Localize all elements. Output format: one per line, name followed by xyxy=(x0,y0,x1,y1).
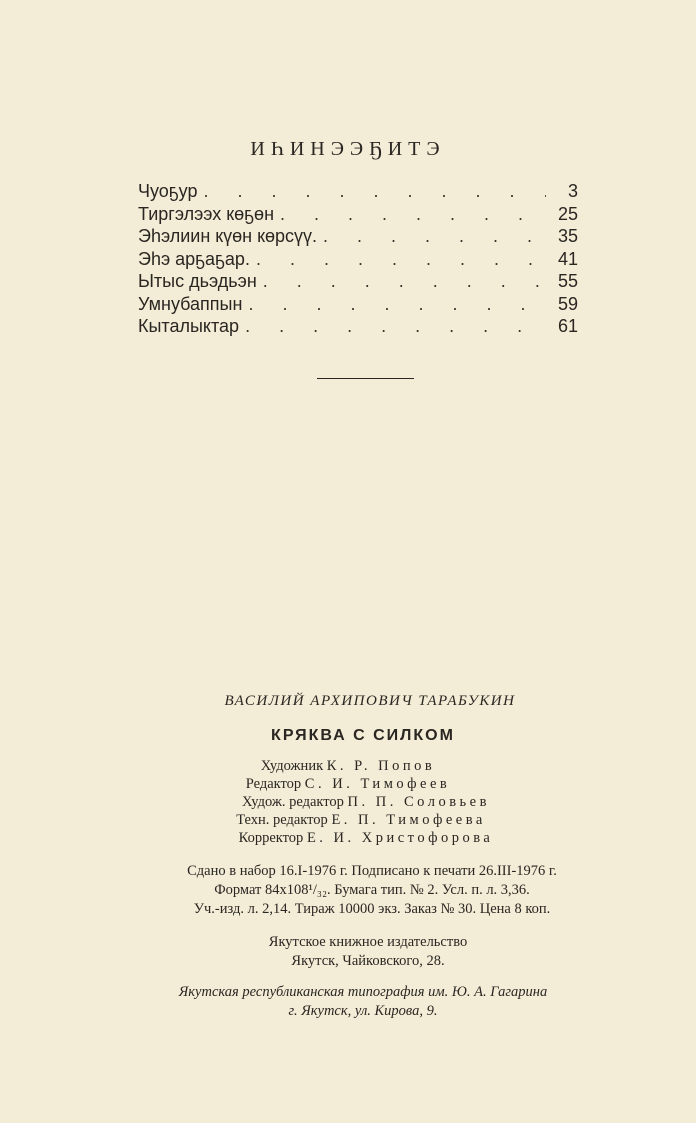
toc-heading: ИҺИНЭЭҔИТЭ xyxy=(250,138,446,160)
toc-leader-dots xyxy=(245,315,546,338)
book-title: КРЯКВА С СИЛКОМ xyxy=(271,727,455,744)
toc-entry-title: Ытыс дьэдьэн xyxy=(138,271,257,291)
toc-leader-dots xyxy=(248,293,546,316)
author-name: ВАСИЛИЙ АРХИПОВИЧ ТАРАБУКИН xyxy=(224,693,516,709)
credit-role: Корректор xyxy=(238,830,304,846)
credit-role: Редактор xyxy=(245,776,302,792)
toc-leader-dots xyxy=(256,248,546,271)
toc-leader-dots xyxy=(323,225,546,248)
credit-name: К. Р. Попов xyxy=(326,758,436,774)
credit-line xyxy=(0,757,696,775)
toc-entry xyxy=(138,180,578,203)
publisher-line: Якутск, Чайковского, 28. xyxy=(291,953,445,969)
credit-role: Худож. редактор xyxy=(242,794,344,810)
credit-name: Е. И. Христофорова xyxy=(306,830,494,846)
toc-entry xyxy=(138,315,578,338)
toc-entry-page: 61 xyxy=(557,316,578,336)
printer-info xyxy=(30,983,696,1021)
toc-entry-page: 3 xyxy=(567,181,578,201)
credit-line xyxy=(0,775,696,793)
print-detail-line: Формат 84x108¹/₃₂. Бумага тип. № 2. Усл. п. л. 3,36. xyxy=(214,882,530,898)
printer-line: г. Якутск, ул. Кирова, 9. xyxy=(288,1003,438,1019)
toc-entry-title: Эһэ арҕаҕар. xyxy=(138,248,250,269)
credit-name: С. И. Тимофеев xyxy=(304,776,451,792)
toc-leader-dots xyxy=(263,270,546,293)
print-detail-line: Уч.-изд. л. 2,14. Тираж 10000 экз. Заказ № 30. Цена 8 коп. xyxy=(193,901,551,917)
print-detail-line: Сдано в набор 16.I-1976 г. Подписано к печати 26.III-1976 г. xyxy=(187,863,557,879)
publisher-info xyxy=(40,933,696,971)
printer-line: Якутская республиканская типография им. Ю. А. Гагарина xyxy=(178,984,548,1000)
credit-name: Е. П. Тимофеева xyxy=(331,812,486,828)
section-divider xyxy=(317,378,414,379)
publisher-line: Якутское книжное издательство xyxy=(268,934,468,950)
toc-entry-title: Эһэлиин күөн көрсүү. xyxy=(138,226,318,246)
toc-entry-page: 25 xyxy=(557,203,578,224)
toc-entry-title: Кыталыктар xyxy=(138,316,240,336)
credit-role: Художник xyxy=(260,758,324,774)
toc-entry xyxy=(138,293,578,316)
toc-entry-title: Умнубаппын xyxy=(138,293,243,314)
credit-line xyxy=(36,829,696,847)
imprint-block xyxy=(0,693,696,1021)
toc-entry xyxy=(138,270,578,293)
toc-entry xyxy=(138,248,578,271)
print-details xyxy=(48,862,696,919)
credit-line xyxy=(26,811,696,829)
toc-entry-page: 59 xyxy=(557,293,578,314)
toc-entry-page: 41 xyxy=(557,248,578,269)
toc-entry-page: 35 xyxy=(557,226,578,246)
toc-entry xyxy=(138,225,578,248)
toc-entry xyxy=(138,203,578,226)
toc-entry-title: Чуоҕур xyxy=(138,181,198,201)
credits-list xyxy=(0,757,696,847)
credit-line xyxy=(36,793,696,811)
table-of-contents xyxy=(138,180,578,338)
toc-entry-title: Тиргэлээх көҕөн xyxy=(138,203,275,224)
toc-leader-dots xyxy=(203,180,546,203)
credit-name: П. П. Соловьев xyxy=(347,794,490,810)
credit-role: Техн. редактор xyxy=(236,812,328,828)
toc-leader-dots xyxy=(280,203,546,226)
toc-entry-page: 55 xyxy=(557,271,578,291)
